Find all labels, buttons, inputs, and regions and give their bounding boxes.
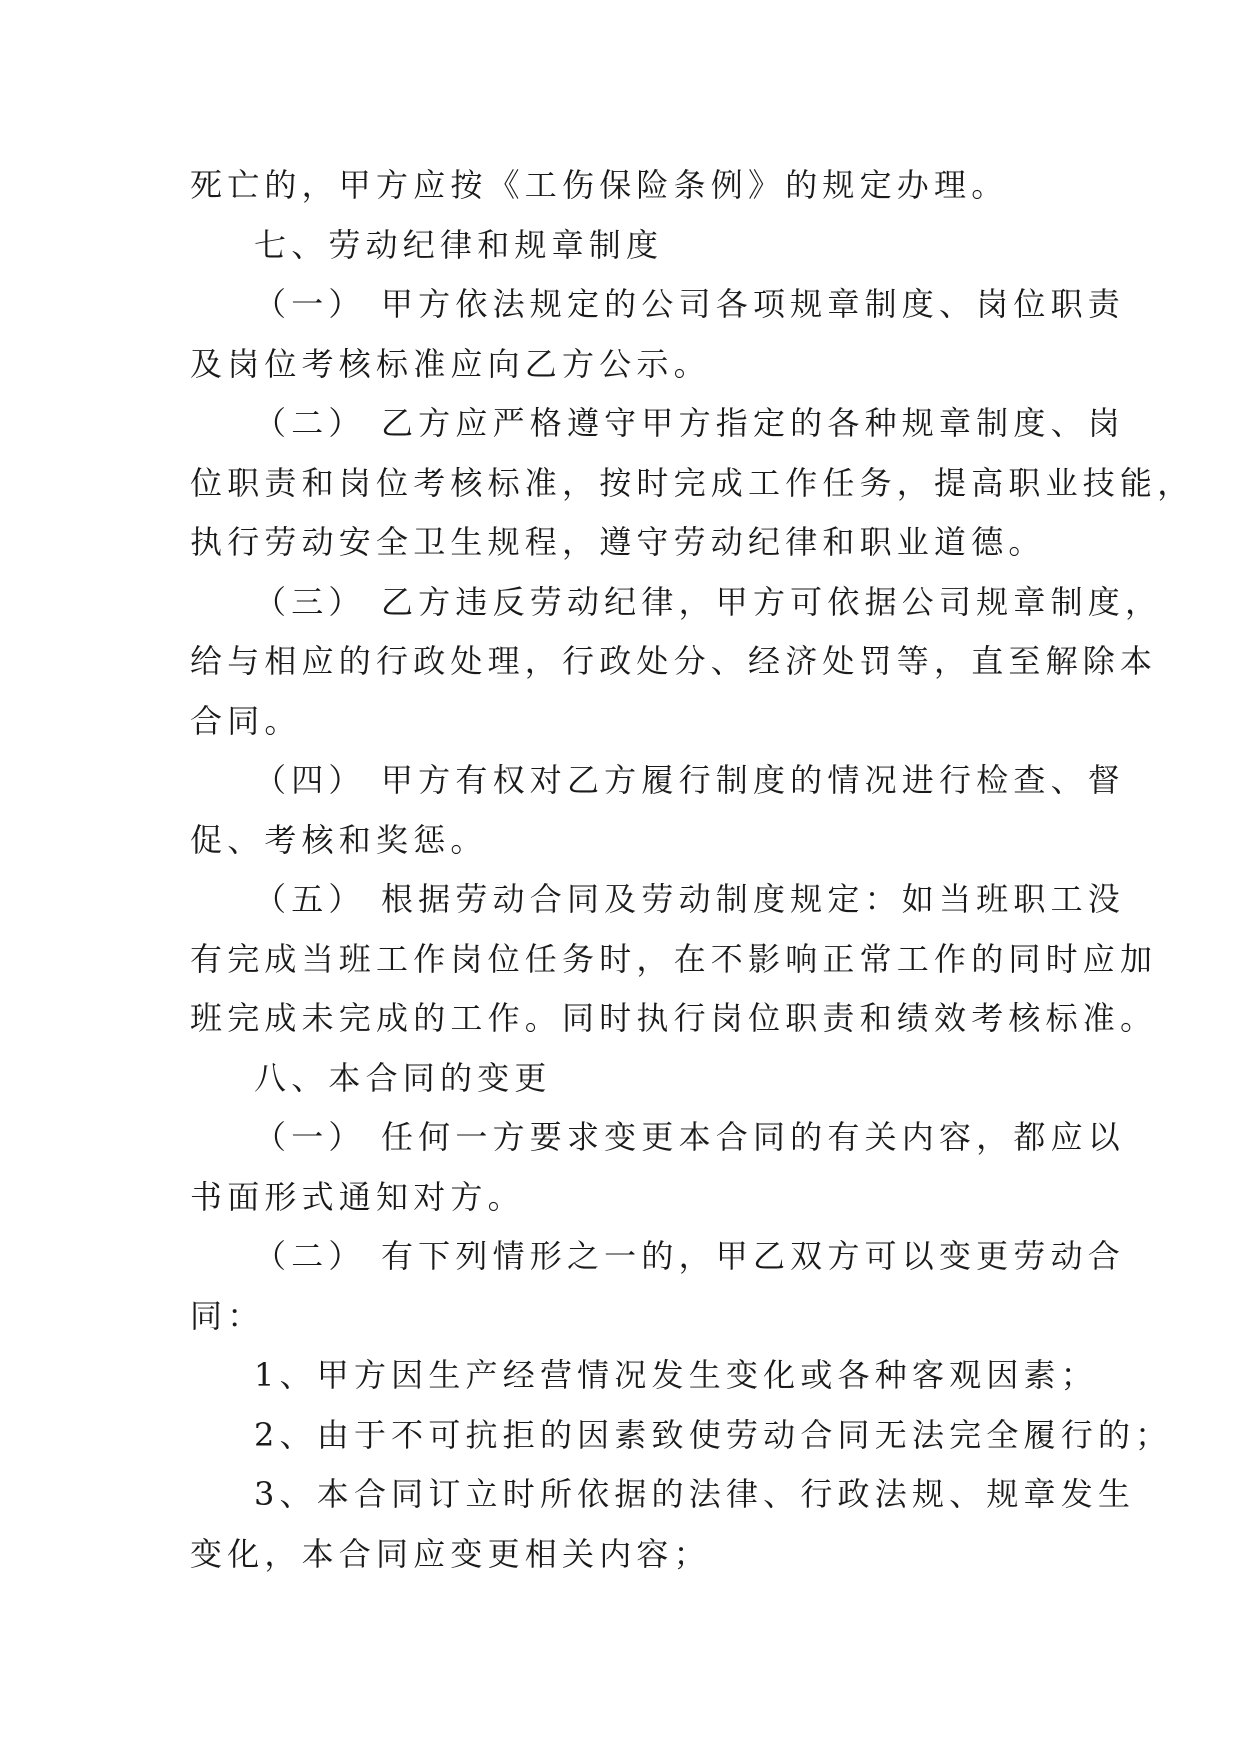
text-line: （一） 任何一方要求变更本合同的有关内容，都应以 bbox=[254, 1118, 1125, 1156]
text-line: 同： bbox=[190, 1296, 265, 1335]
section-heading: 八、本合同的变更 bbox=[254, 1058, 552, 1097]
text-line: 合同。 bbox=[190, 701, 302, 740]
document-body bbox=[190, 156, 1195, 1584]
text-line: 有完成当班工作岗位任务时，在不影响正常工作的同时应加 bbox=[190, 939, 1158, 978]
text-line: （二） 有下列情形之一的，甲乙双方可以变更劳动合 bbox=[254, 1237, 1125, 1275]
text-line: 死亡的，甲方应按《工伤保险条例》的规定办理。 bbox=[190, 166, 1009, 204]
text-line: 执行劳动安全卫生规程，遵守劳动纪律和职业道德。 bbox=[190, 523, 1046, 561]
text-line: 及岗位考核标准应向乙方公示。 bbox=[190, 344, 711, 383]
text-line: 变化，本合同应变更相关内容； bbox=[190, 1534, 711, 1573]
text-line: 书面形式通知对方。 bbox=[190, 1177, 525, 1216]
text-line: 给与相应的行政处理，行政处分、经济处罚等，直至解除本 bbox=[190, 642, 1158, 680]
text-line: 3、本合同订立时所依据的法律、行政法规、规章发生 bbox=[254, 1475, 1136, 1513]
text-line: （四） 甲方有权对乙方履行制度的情况进行检查、督 bbox=[254, 761, 1125, 799]
text-line: 1、甲方因生产经营情况发生变化或各种客观因素； bbox=[254, 1356, 1098, 1394]
text-line: 2、由于不可抗拒的因素致使劳动合同无法完全履行的； bbox=[254, 1415, 1173, 1454]
text-line: 位职责和岗位考核标准，按时完成工作任务，提高职业技能， bbox=[190, 463, 1195, 502]
text-line: （五） 根据劳动合同及劳动制度规定：如当班职工没 bbox=[254, 880, 1125, 918]
text-line: 班完成未完成的工作。同时执行岗位职责和绩效考核标准。 bbox=[190, 999, 1158, 1037]
text-line: （三） 乙方违反劳动纪律，甲方可依据公司规章制度， bbox=[254, 582, 1163, 621]
section-heading: 七、劳动纪律和规章制度 bbox=[254, 225, 664, 264]
text-line: （一） 甲方依法规定的公司各项规章制度、岗位职责 bbox=[254, 285, 1125, 323]
text-line: 促、考核和奖惩。 bbox=[190, 820, 488, 859]
text-line: （二） 乙方应严格遵守甲方指定的各种规章制度、岗 bbox=[254, 404, 1125, 442]
